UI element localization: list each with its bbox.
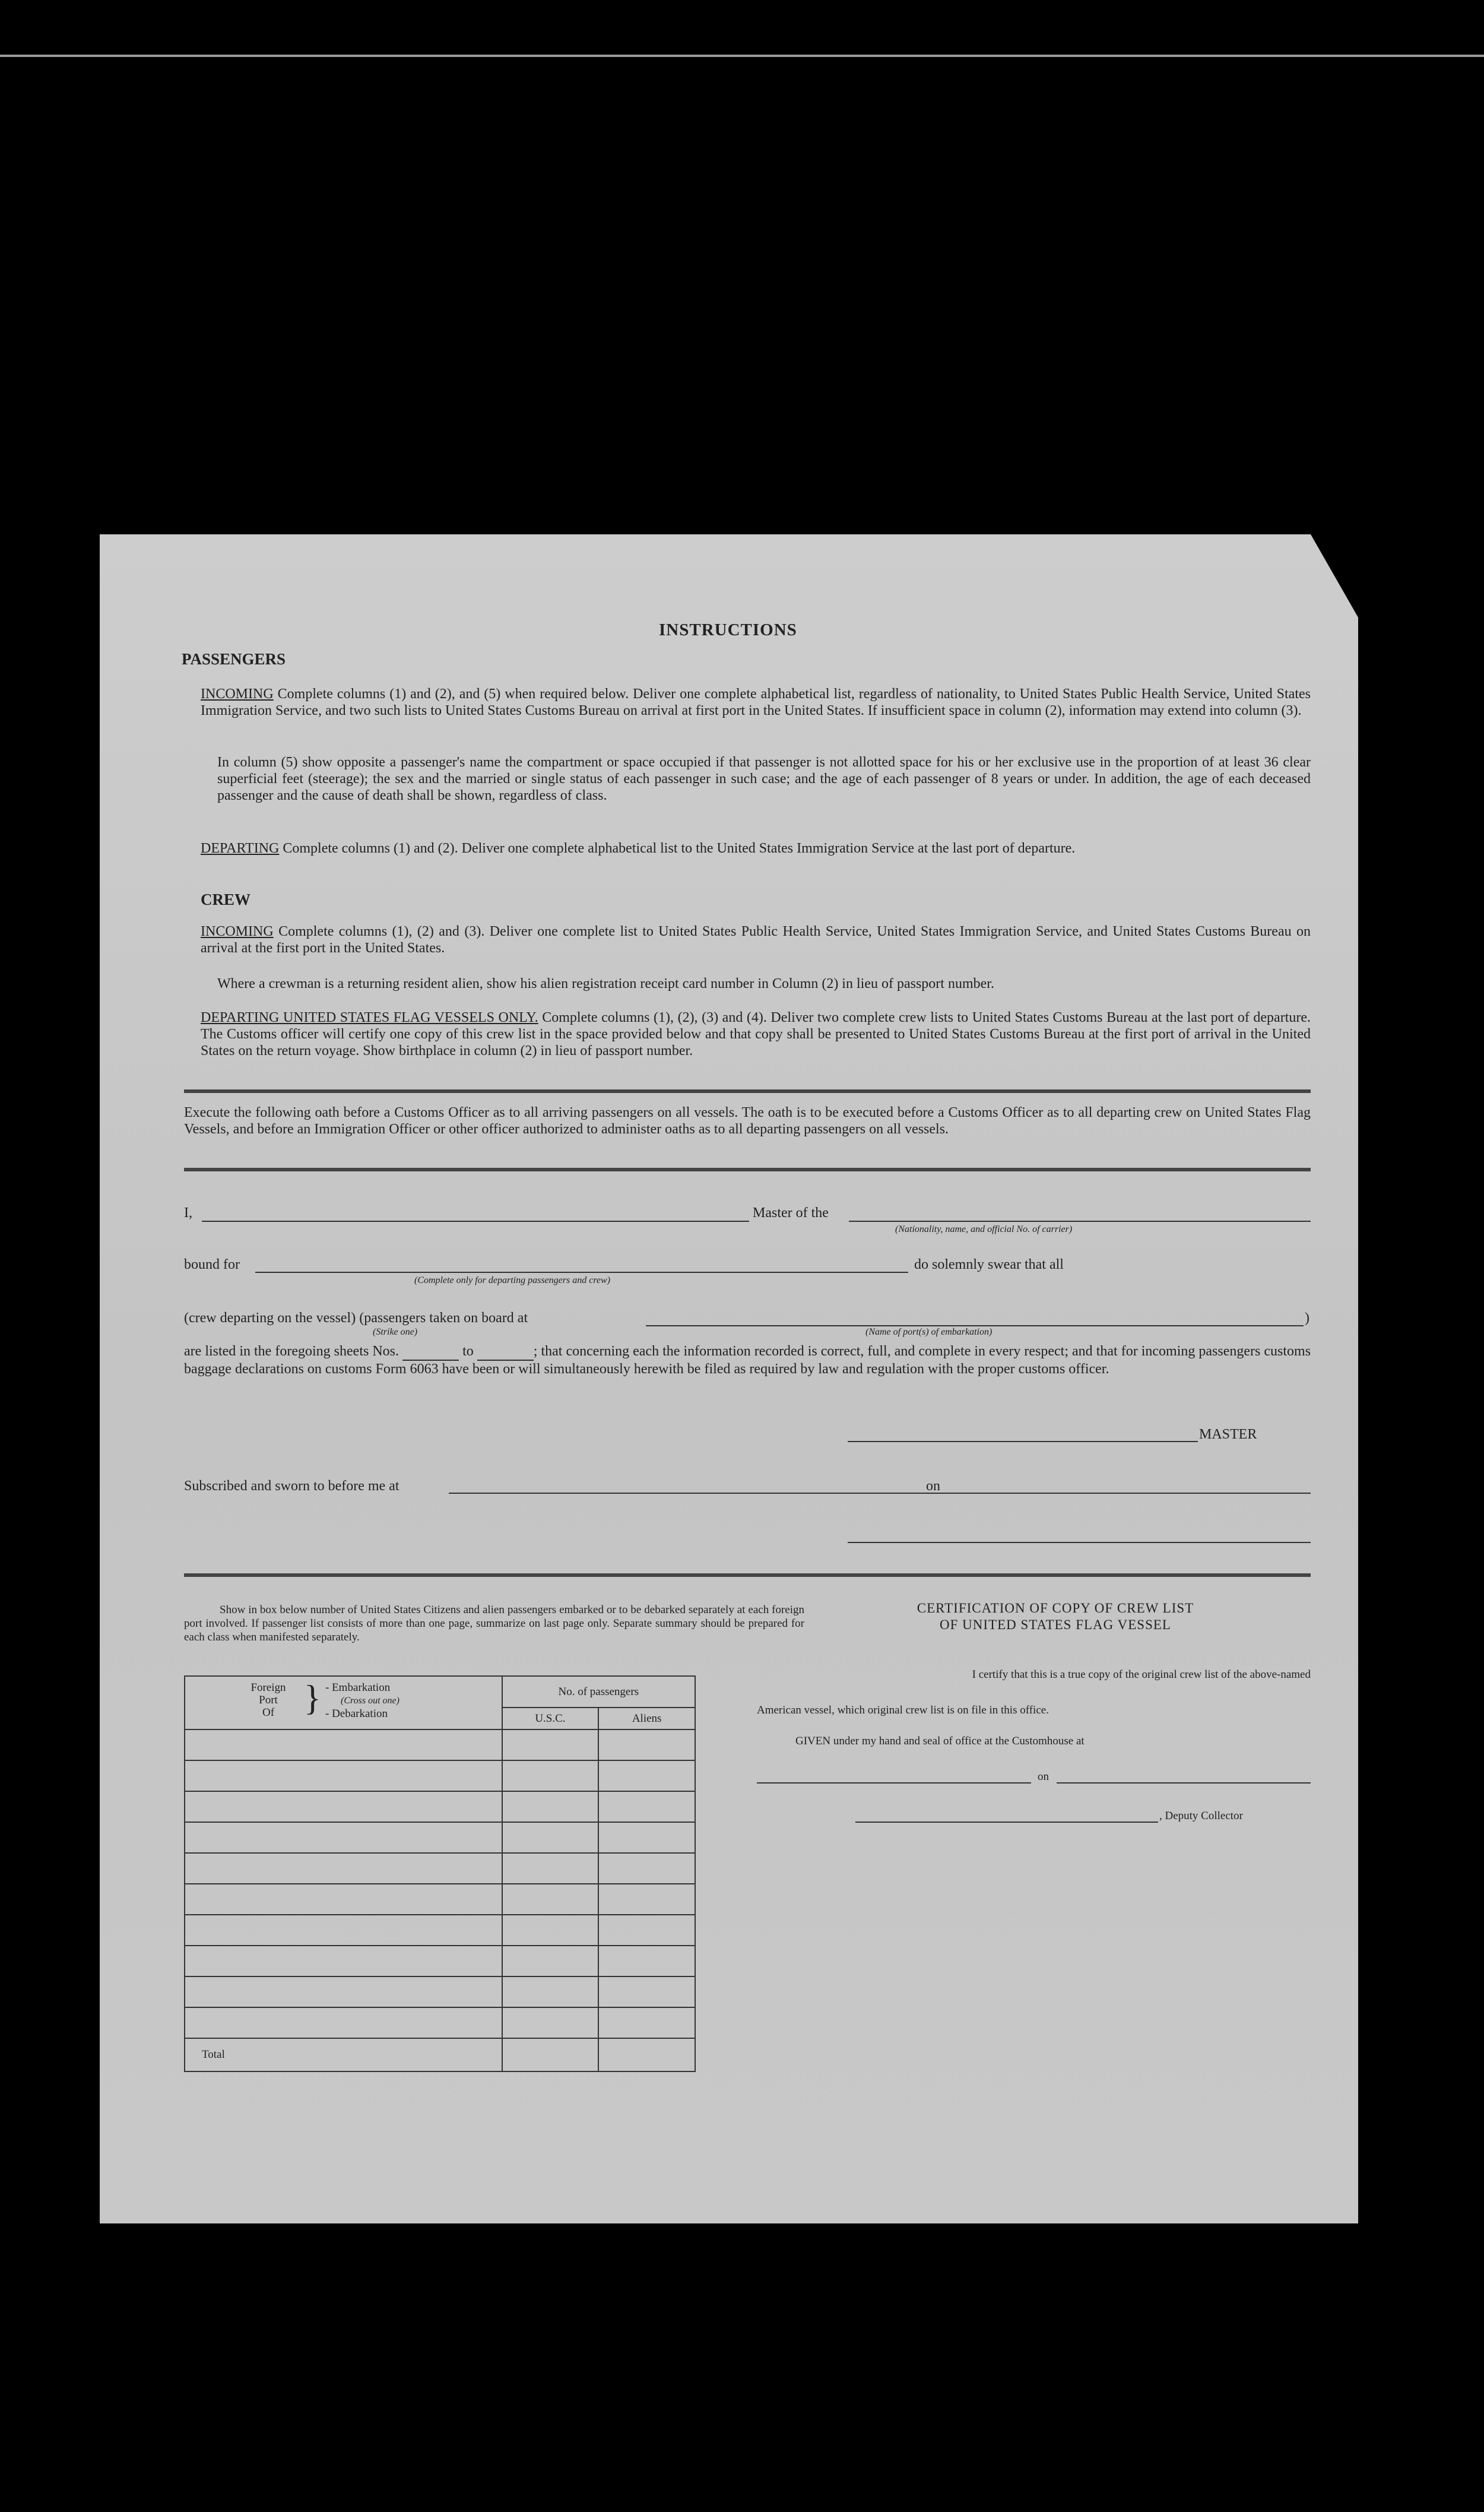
crew-departing-text: Complete columns (1), (2), (3) and (4). Deliver two complete crew lists to United States Customs Bureau at the last port of departure. The Customs officer will certify one copy of this crew list in the space provided below and that copy shall be presented to United States Customs Bureau at the first port of arrival in the United States on the return voyage. Show birthplace in column (2) in lieu of passport number. xyxy=(201,1010,1311,1059)
certify-line2: American vessel, which original crew list is on file in this office. xyxy=(757,1704,1049,1716)
table-row xyxy=(185,1729,695,1760)
usc-cell[interactable] xyxy=(502,1976,599,2007)
divider-rule xyxy=(184,1573,1311,1577)
passengers-heading: PASSENGERS xyxy=(182,650,286,668)
port-cell[interactable] xyxy=(185,1884,502,1915)
crew-incoming-label: INCOMING xyxy=(201,924,274,939)
table-row xyxy=(185,1884,695,1915)
master-name-line[interactable] xyxy=(202,1221,749,1222)
usc-header: U.S.C. xyxy=(502,1708,599,1729)
certification-title xyxy=(848,1600,1263,1633)
total-label: Total xyxy=(185,2038,502,2071)
port-cell[interactable] xyxy=(185,1853,502,1884)
oath-on-label: on xyxy=(926,1478,940,1494)
usc-cell[interactable] xyxy=(502,2007,599,2038)
document-page xyxy=(100,534,1358,2223)
aliens-cell[interactable] xyxy=(598,1976,695,2007)
usc-cell[interactable] xyxy=(502,1729,599,1760)
passengers-incoming-text: Complete columns (1) and (2), and (5) when required below. Deliver one complete alphabetical list, regardless of nationality, to United States Public Health Service, United States Immigration Service, and two such lists to United States Customs Bureau on arrival at first port in the United States. If insufficient space in column (2), information may extend into column (3). xyxy=(201,686,1311,718)
usc-cell[interactable] xyxy=(502,1853,599,1884)
master-label: MASTER xyxy=(1199,1427,1257,1442)
port-line[interactable] xyxy=(646,1325,1304,1326)
port-cell[interactable] xyxy=(185,2007,502,2038)
close-paren: ) xyxy=(1305,1310,1309,1326)
divider-rule xyxy=(184,1089,1311,1093)
crew-resident-alien: Where a crewman is a returning resident alien, show his alien registration receipt card number in Column (2) in lieu of passport number. xyxy=(217,976,994,992)
to-label: to xyxy=(462,1344,474,1359)
crew-departing xyxy=(201,1009,1311,1059)
instructions-title: INSTRUCTIONS xyxy=(659,620,797,639)
debarkation-label: - Debarkation xyxy=(325,1708,388,1720)
cert-date-line[interactable] xyxy=(1057,1782,1311,1784)
port-cell[interactable] xyxy=(185,1791,502,1822)
port-cell[interactable] xyxy=(185,1976,502,2007)
usc-cell[interactable] xyxy=(502,1884,599,1915)
passengers-incoming xyxy=(201,686,1311,719)
table-row xyxy=(185,1853,695,1884)
scan-top-border xyxy=(0,55,1484,57)
sheets-prefix: are listed in the foregoing sheets Nos. xyxy=(184,1344,399,1359)
embarkation-label: - Embarkation xyxy=(325,1681,391,1694)
aliens-cell[interactable] xyxy=(598,1822,695,1853)
crew-departing-label: (crew departing on the vessel) (passengers taken on board at xyxy=(184,1310,528,1326)
swear-label: do solemnly swear that all xyxy=(914,1257,1064,1272)
carrier-line[interactable] xyxy=(849,1221,1311,1222)
port-note: (Name of port(s) of embarkation) xyxy=(865,1327,992,1337)
aliens-cell[interactable] xyxy=(598,1884,695,1915)
usc-cell[interactable] xyxy=(502,1760,599,1791)
sheets-paragraph xyxy=(184,1343,1311,1377)
aliens-header: Aliens xyxy=(598,1708,695,1729)
passengers-departing-text: Complete columns (1) and (2). Deliver one complete alphabetical list to the United States Immigration Service at the last port of departure. xyxy=(283,841,1076,856)
crew-heading: CREW xyxy=(201,891,251,908)
deputy-signature-line[interactable] xyxy=(855,1822,1158,1823)
port-cell[interactable] xyxy=(185,1729,502,1760)
crew-incoming xyxy=(201,923,1311,956)
certification-title-line1: CERTIFICATION OF COPY OF CREW LIST xyxy=(917,1601,1194,1615)
aliens-cell[interactable] xyxy=(598,1946,695,1976)
complete-only-note: (Complete only for departing passengers and crew) xyxy=(414,1275,611,1285)
port-cell[interactable] xyxy=(185,1915,502,1946)
table-row xyxy=(185,1822,695,1853)
passenger-summary-table xyxy=(184,1675,696,2072)
usc-cell[interactable] xyxy=(502,1946,599,1976)
aliens-cell[interactable] xyxy=(598,1791,695,1822)
port-cell[interactable] xyxy=(185,1822,502,1853)
table-row xyxy=(185,1791,695,1822)
port-cell[interactable] xyxy=(185,1946,502,1976)
aliens-total-cell[interactable] xyxy=(598,2038,695,2071)
cert-on-label: on xyxy=(1038,1770,1049,1783)
strike-one-note: (Strike one) xyxy=(373,1327,418,1337)
master-signature-line[interactable] xyxy=(848,1441,1198,1442)
usc-cell[interactable] xyxy=(502,1915,599,1946)
subscribed-label: Subscribed and sworn to before me at xyxy=(184,1478,399,1494)
officer-signature-line[interactable] xyxy=(848,1542,1311,1543)
table-row xyxy=(185,2007,695,2038)
passengers-departing-label: DEPARTING xyxy=(201,841,280,856)
certification-title-line2: OF UNITED STATES FLAG VESSEL xyxy=(940,1617,1171,1632)
subscribed-date-line[interactable] xyxy=(949,1493,1311,1494)
oath-instruction: Execute the following oath before a Customs Officer as to all arriving passengers on all vessels. The oath is to be executed before a Customs Officer as to all departing crew on United States Flag Vessels, and before an Immigration Officer or other officer authorized to administer oaths as to all departing passengers on all vessels. xyxy=(184,1105,1311,1137)
foreign-label: Foreign xyxy=(250,1681,286,1694)
aliens-cell[interactable] xyxy=(598,1760,695,1791)
no-passengers-header: No. of passengers xyxy=(502,1676,695,1708)
aliens-cell[interactable] xyxy=(598,2007,695,2038)
given-text: GIVEN under my hand and seal of office at the Customhouse at xyxy=(795,1735,1085,1747)
crew-departing-label: DEPARTING UNITED STATES FLAG VESSELS ONLY. xyxy=(201,1010,538,1025)
page-corner-fold xyxy=(1311,534,1358,617)
of-label: Of xyxy=(262,1706,275,1719)
crew-incoming-text: Complete columns (1), (2) and (3). Deliver one complete list to United States Public Health Service, United States Immigration Service, and United States Customs Bureau on arrival at the first port in the United States. xyxy=(201,924,1311,956)
bound-for-label: bound for xyxy=(184,1257,240,1272)
passengers-incoming-label: INCOMING xyxy=(201,686,274,702)
table-row xyxy=(185,1946,695,1976)
passengers-departing xyxy=(201,840,1311,857)
aliens-cell[interactable] xyxy=(598,1729,695,1760)
total-row xyxy=(185,2038,695,2071)
port-header-cell xyxy=(185,1676,502,1729)
aliens-cell[interactable] xyxy=(598,1915,695,1946)
bound-for-line[interactable] xyxy=(255,1272,908,1273)
oath-i-label: I, xyxy=(184,1205,192,1221)
certify-line1: I certify that this is a true copy of the original crew list of the above-named xyxy=(972,1668,1311,1681)
deputy-collector-label: , Deputy Collector xyxy=(1159,1810,1243,1822)
usc-cell[interactable] xyxy=(502,1791,599,1822)
nationality-note: (Nationality, name, and official No. of carrier) xyxy=(895,1224,1073,1234)
bracket-icon: } xyxy=(304,1678,321,1718)
master-of-label: Master of the xyxy=(753,1205,829,1221)
sheets-text: ; that concerning each the information recorded is correct, full, and complete in every respect; and that for incoming passengers customs baggage declarations on customs Form 6063 have been or will simultaneously herewith be filed as required by law and regulation with the proper customs officer. xyxy=(184,1344,1311,1377)
sheet-to-field[interactable] xyxy=(477,1343,534,1361)
sheet-from-field[interactable] xyxy=(402,1343,459,1361)
table-row xyxy=(185,1976,695,2007)
usc-total-cell[interactable] xyxy=(502,2038,599,2071)
port-label: Port xyxy=(259,1694,278,1706)
divider-rule xyxy=(184,1168,1311,1171)
usc-cell[interactable] xyxy=(502,1822,599,1853)
passengers-column5: In column (5) show opposite a passenger's name the compartment or space occupied if that passenger is not allotted space for his or her exclusive use in the proportion of at least 36 clear superficial feet (steerage); the sex and the married or single status of each passenger in such case; and the age of each passenger of 8 years or under. In addition, the age of each deceased passenger and the cause of death shall be shown, regardless of class. xyxy=(217,755,1311,803)
cross-out-note: (Cross out one) xyxy=(341,1696,399,1706)
aliens-cell[interactable] xyxy=(598,1853,695,1884)
port-cell[interactable] xyxy=(185,1760,502,1791)
table-row xyxy=(185,1760,695,1791)
summary-instruction: Show in box below number of United States Citizens and alien passengers embarked or to be debarked separately at each foreign port involved. If passenger list consists of more than one page, summarize on last page only. Separate summary should be prepared for each class when manifested separately. xyxy=(184,1604,804,1643)
customhouse-line[interactable] xyxy=(757,1782,1031,1784)
table-row xyxy=(185,1915,695,1946)
